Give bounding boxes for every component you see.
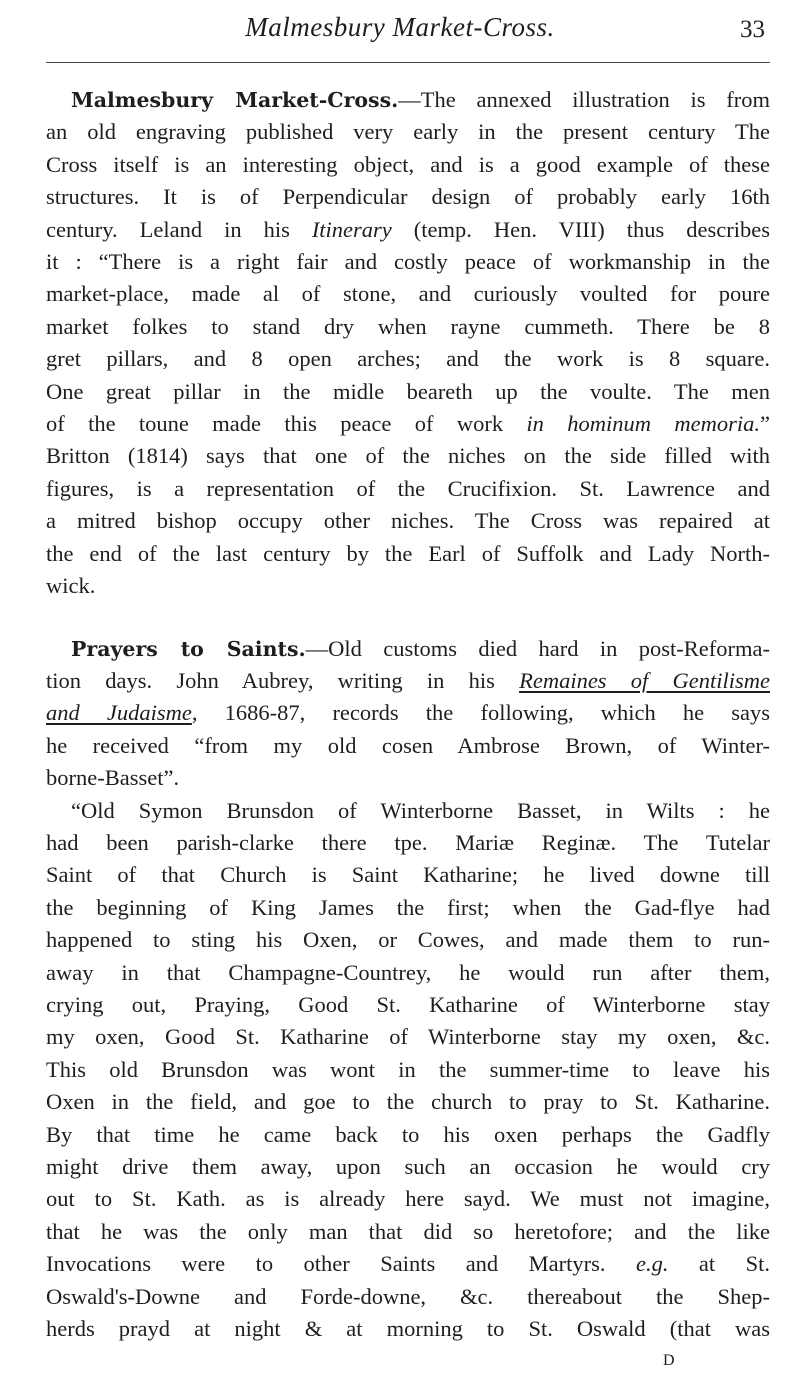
text-segment: the end of the last century by the Earl of Suffolk and Lady North- [46, 540, 770, 566]
section-heading: Malmesbury Market-Cross. [71, 88, 399, 112]
text-segment: away in that Champagne-Countrey, he would run after them, [46, 959, 770, 985]
text-segment: Invocations were to other Saints and Martyrs. [46, 1251, 636, 1277]
text-line [46, 762, 770, 794]
text-segment: Cross itself is an interesting object, and is a good example of these [46, 151, 770, 177]
italic-text: and Judaisme [46, 700, 192, 726]
text-line [46, 246, 770, 278]
text-line [46, 116, 770, 148]
italic-text: Remaines of Gentilisme [519, 667, 770, 693]
text-segment: crying out, Praying, Good St. Katharine of Winterborne stay [46, 991, 770, 1017]
paragraph-gap [46, 603, 770, 633]
text-segment: market folkes to stand dry when rayne cummeth. There be 8 [46, 313, 770, 339]
text-segment: “Old Symon Brunsdon of Winterborne Basset, in Wilts : he [71, 797, 770, 823]
text-segment: might drive them away, upon such an occasion he would cry [46, 1154, 770, 1179]
text-line [46, 84, 770, 116]
text-line [46, 440, 770, 472]
section-heading: Prayers to Saints. [71, 636, 306, 661]
text-segment: market-place, made al of stone, and curiously voulted for poure [46, 281, 770, 307]
text-segment: had been parish-clarke there tpe. Mariæ Reginæ. The Tutelar [46, 829, 770, 855]
text-segment: my oxen, Good St. Katharine of Winterborne stay my oxen, &c. [46, 1024, 770, 1050]
text-line [46, 827, 770, 859]
text-line [46, 1248, 770, 1280]
text-segment: Oxen in the field, and goe to the church to pray to St. Katharine. [46, 1089, 770, 1115]
text-segment: the beginning of King James the first; when the Gad-flye had [46, 894, 770, 920]
text-segment: he received “from my old cosen Ambrose Brown, of Winter- [46, 732, 770, 758]
text-segment: borne-Basset”. [46, 765, 180, 791]
text-line [46, 149, 770, 181]
text-segment: wick. [46, 573, 96, 599]
text-segment: One great pillar in the midle beareth up the voulte. The men [46, 378, 770, 404]
text-line [46, 505, 770, 537]
text-line [46, 1021, 770, 1053]
signature-mark: D [663, 1352, 675, 1369]
text-segment: (temp. Hen. VIII) thus describes [391, 216, 770, 242]
italic-text: Itinerary [311, 216, 392, 242]
text-line [46, 665, 770, 697]
text-line [46, 343, 770, 375]
text-line [46, 957, 770, 989]
text-line [46, 795, 770, 827]
text-segment: By that time he came back to his oxen perhaps the Gadfly [46, 1121, 770, 1147]
text-segment: an old engraving published very early in the present century The [46, 119, 770, 145]
italic-text: e.g. [635, 1251, 669, 1277]
text-line [46, 376, 770, 408]
text-segment: structures. It is of Perpendicular design of probably early 16th [46, 184, 770, 210]
text-line [46, 633, 770, 665]
text-line [46, 924, 770, 956]
text-segment: it : “There is a right fair and costly peace of workmanship in the [46, 249, 770, 275]
text-line [46, 570, 770, 602]
text-segment: happened to sting his Oxen, or Cowes, and made them to run- [46, 927, 770, 953]
text-line [46, 1151, 770, 1183]
text-line [46, 214, 770, 246]
text-line [46, 181, 770, 213]
text-line [46, 278, 770, 310]
text-line [46, 1119, 770, 1151]
text-line [46, 1086, 770, 1118]
text-line [46, 892, 770, 924]
text-segment: Saint of that Church is Saint Katharine; he lived downe till [46, 862, 770, 888]
text-segment: century. Leland in his [46, 216, 312, 242]
text-line [46, 1281, 770, 1313]
paragraph [46, 795, 770, 1346]
page-number: 33 [740, 16, 765, 43]
text-line [46, 1313, 770, 1345]
paragraph [46, 633, 770, 795]
text-line [46, 989, 770, 1021]
text-line [46, 730, 770, 762]
text-line [46, 859, 770, 891]
text-segment: at St. [668, 1251, 770, 1277]
text-segment: out to St. Kath. as is already here sayd. We must not imagine, [46, 1186, 770, 1212]
text-line [46, 1216, 770, 1248]
text-segment: of the toune made this peace of work [46, 411, 527, 437]
text-segment: Britton (1814) says that one of the niches on the side filled with [46, 443, 770, 469]
text-segment: tion days. John Aubrey, writing in his [46, 667, 520, 693]
text-segment: —Old customs died hard in post-Reforma- [305, 635, 770, 661]
text-line [46, 311, 770, 343]
text-segment: Oswald's-Downe and Forde-downe, &c. thereabout the Shep- [46, 1283, 770, 1309]
text-segment: ” [760, 411, 770, 437]
text-segment: that he was the only man that did so heretofore; and the like [46, 1218, 770, 1244]
text-line [46, 1054, 770, 1086]
body-text [46, 84, 770, 1345]
text-segment: —The annexed illustration is from [398, 87, 770, 112]
text-line [46, 1183, 770, 1215]
text-segment: a mitred bishop occupy other niches. The Cross was repaired at [46, 508, 770, 534]
text-segment: This old Brunsdon was wont in the summer-time to leave his [46, 1056, 770, 1082]
text-line [46, 408, 770, 440]
italic-text: in hominum memoria. [526, 411, 760, 437]
running-header-title: Malmesbury Market-Cross. [245, 12, 555, 42]
text-line [46, 538, 770, 570]
text-line [46, 473, 770, 505]
paragraph [46, 84, 770, 603]
text-segment: figures, is a representation of the Crucifixion. St. Lawrence and [46, 475, 770, 501]
text-segment: gret pillars, and 8 open arches; and the work is 8 square. [46, 346, 770, 372]
text-line [46, 697, 770, 729]
text-segment: , 1686-87, records the following, which he says [191, 700, 770, 726]
text-segment: herds prayd at night & at morning to St. Oswald (that was [46, 1316, 770, 1342]
header-rule [46, 62, 770, 63]
